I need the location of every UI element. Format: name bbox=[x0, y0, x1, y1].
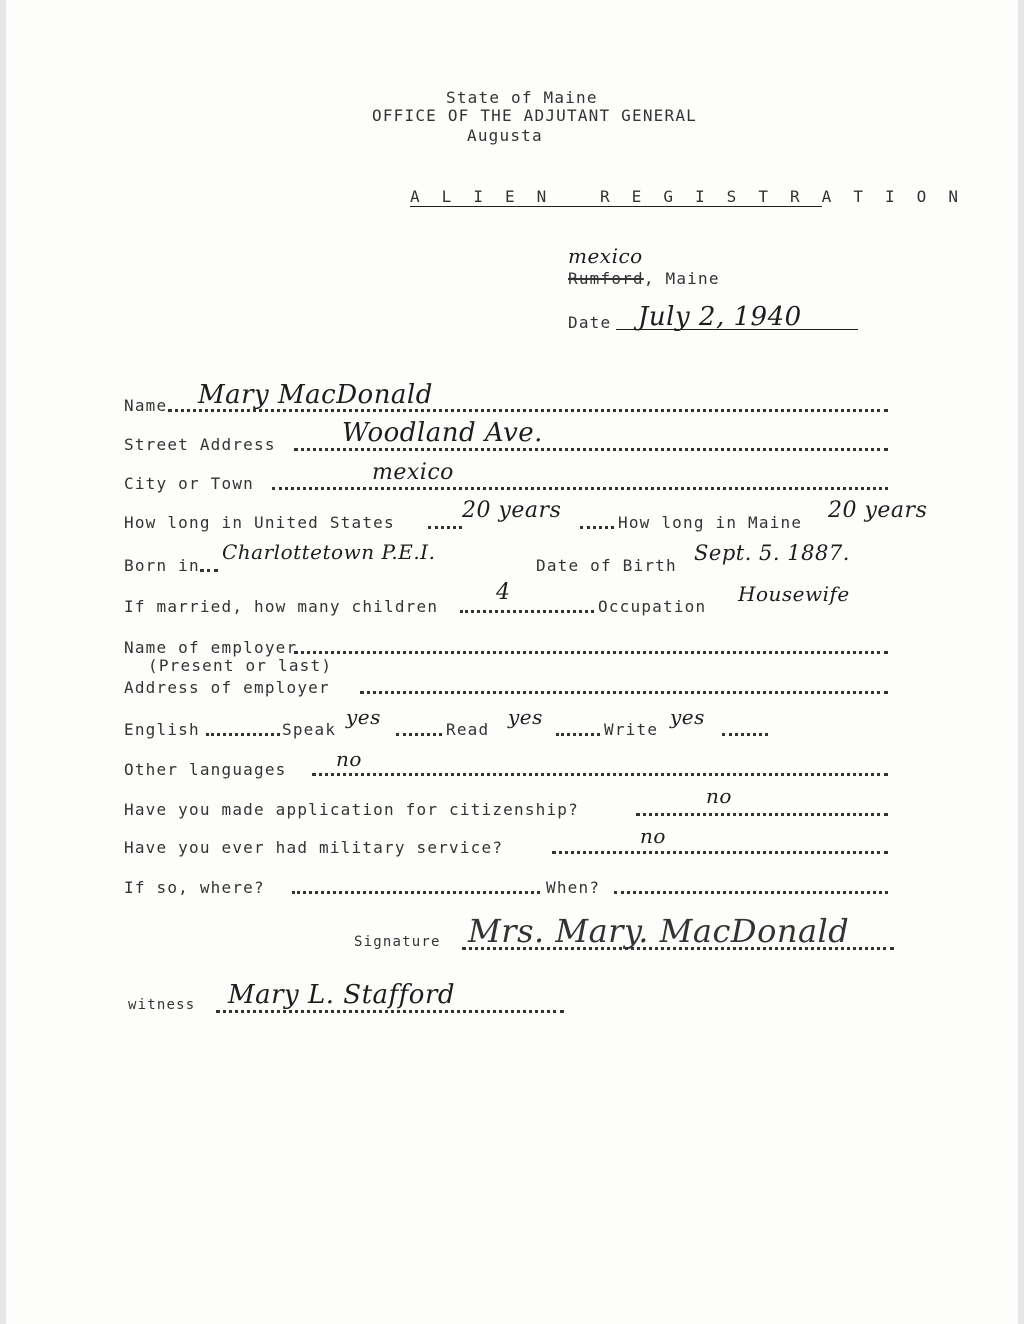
employer-address-dots bbox=[360, 679, 888, 694]
header-city: Augusta bbox=[467, 126, 543, 145]
date-value: July 2, 1940 bbox=[638, 302, 802, 332]
read-label: Read bbox=[446, 720, 490, 739]
scan-edge-right bbox=[1018, 0, 1024, 1324]
where-dots bbox=[292, 879, 540, 894]
military-dots bbox=[552, 839, 888, 854]
read-value: yes bbox=[508, 705, 543, 729]
witness-label: witness bbox=[128, 997, 196, 1013]
write-value: yes bbox=[670, 705, 705, 729]
city-dots bbox=[272, 475, 888, 490]
citizenship-label: Have you made application for citizenship? bbox=[124, 800, 579, 819]
form-title: A L I E N R E G I S T R A T I O N bbox=[410, 187, 965, 206]
employer-label: Name of employer bbox=[124, 638, 298, 657]
street-value: Woodland Ave. bbox=[342, 418, 543, 448]
maine-value: 20 years bbox=[828, 498, 928, 523]
location-suffix: , Maine bbox=[643, 269, 720, 288]
us-dots-a bbox=[428, 514, 462, 529]
header-office: OFFICE OF THE ADJUTANT GENERAL bbox=[372, 106, 697, 125]
born-label: Born in bbox=[124, 556, 200, 575]
other-value: no bbox=[336, 747, 362, 771]
maine-label: How long in Maine bbox=[618, 513, 803, 532]
street-label: Street Address bbox=[124, 435, 276, 454]
location-line bbox=[568, 269, 720, 288]
city-label: City or Town bbox=[124, 474, 254, 493]
occupation-label: Occupation bbox=[598, 597, 707, 616]
date-label: Date bbox=[568, 313, 612, 332]
witness-value: Mary L. Stafford bbox=[228, 980, 456, 1010]
location-handwritten: mexico bbox=[568, 244, 643, 268]
speak-dots bbox=[396, 721, 442, 736]
occupation-value: Housewife bbox=[738, 582, 850, 606]
english-dots bbox=[206, 721, 280, 736]
us-label: How long in United States bbox=[124, 513, 395, 532]
us-dots-b bbox=[580, 514, 614, 529]
signature-label: Signature bbox=[354, 934, 441, 950]
write-dots bbox=[722, 721, 768, 736]
born-dots-a bbox=[200, 557, 218, 572]
military-value: no bbox=[640, 824, 666, 848]
city-value: mexico bbox=[372, 460, 454, 485]
signature-value: Mrs. Mary. MacDonald bbox=[468, 912, 850, 950]
citizenship-dots bbox=[636, 801, 888, 816]
us-value: 20 years bbox=[462, 498, 562, 523]
children-dots bbox=[460, 598, 594, 613]
scan-edge-left bbox=[0, 0, 6, 1324]
header-state: State of Maine bbox=[446, 88, 598, 107]
employer-dots bbox=[294, 639, 888, 654]
citizenship-value: no bbox=[706, 784, 732, 808]
children-label: If married, how many children bbox=[124, 597, 439, 616]
name-label: Name bbox=[124, 396, 168, 415]
when-label: When? bbox=[546, 878, 601, 897]
english-label: English bbox=[124, 720, 200, 739]
title-underline bbox=[410, 206, 822, 207]
name-value: Mary MacDonald bbox=[198, 380, 433, 410]
speak-label: Speak bbox=[282, 720, 337, 739]
other-dots bbox=[312, 761, 888, 776]
location-struck: Rumford bbox=[568, 269, 644, 288]
military-label: Have you ever had military service? bbox=[124, 838, 504, 857]
children-value: 4 bbox=[496, 580, 511, 605]
speak-value: yes bbox=[346, 705, 381, 729]
where-label: If so, where? bbox=[124, 878, 265, 897]
born-value: Charlottetown P.E.I. bbox=[222, 540, 436, 564]
other-label: Other languages bbox=[124, 760, 287, 779]
when-dots bbox=[614, 879, 888, 894]
write-label: Write bbox=[604, 720, 659, 739]
employer-sub: (Present or last) bbox=[148, 656, 333, 675]
read-dots bbox=[556, 721, 600, 736]
dob-label: Date of Birth bbox=[536, 556, 677, 575]
employer-address-label: Address of employer bbox=[124, 678, 330, 697]
dob-value: Sept. 5. 1887. bbox=[694, 541, 850, 565]
